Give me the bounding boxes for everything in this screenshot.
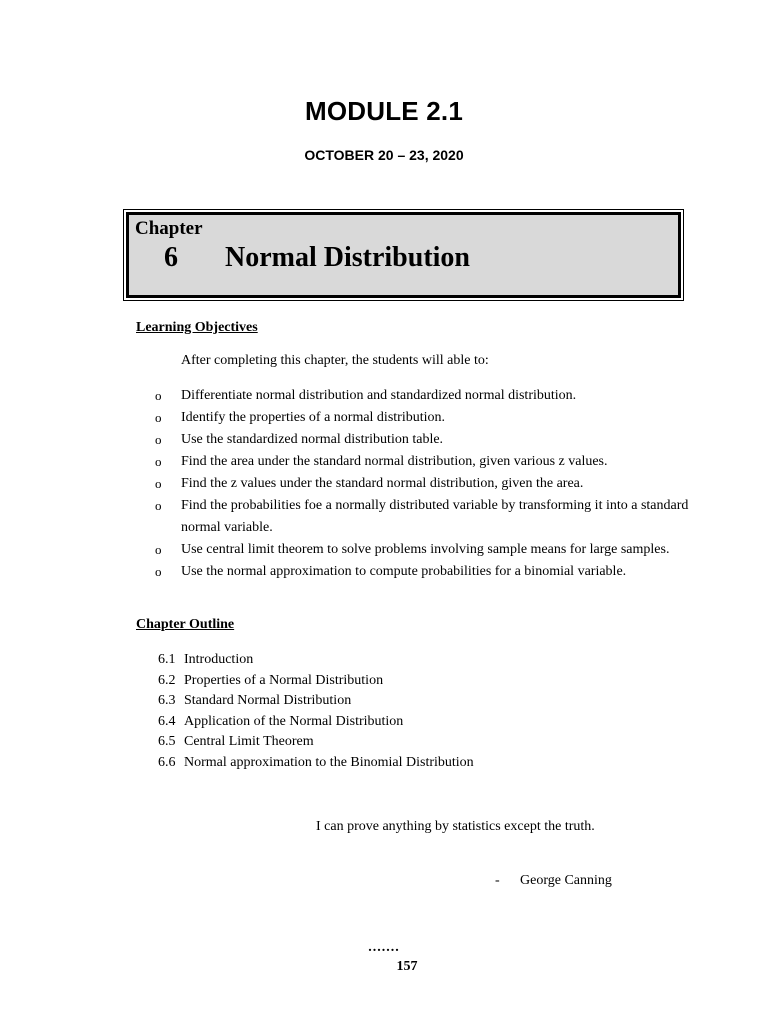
- outline-title: Normal approximation to the Binomial Distribution: [184, 754, 474, 770]
- learning-objectives-intro: After completing this chapter, the students will able to:: [181, 353, 489, 368]
- objective-item: [155, 561, 695, 583]
- outline-item: [158, 691, 474, 712]
- outline-number: 6.4: [158, 713, 176, 729]
- bullet-icon: o: [155, 432, 162, 447]
- attribution-dash: -: [495, 873, 500, 888]
- page-dots: .......: [368, 940, 400, 955]
- outline-number: 6.2: [158, 672, 176, 688]
- objective-text: Differentiate normal distribution and standardized normal distribution.: [181, 388, 577, 403]
- module-date: OCTOBER 20 – 23, 2020: [304, 147, 464, 163]
- outline-number: 6.1: [158, 652, 176, 667]
- outline-number: 6.6: [158, 754, 176, 770]
- quote-text: I can prove anything by statistics except the truth.: [316, 819, 595, 834]
- objective-text: Find the z values under the standard normal distribution, given the area.: [181, 476, 584, 491]
- learning-objectives-list: [155, 385, 695, 583]
- outline-item: [158, 753, 474, 774]
- objective-text: Use central limit theorem to solve problems involving sample means for large samples.: [181, 541, 670, 557]
- chapter-number: 6: [164, 242, 178, 273]
- page-number: 157: [396, 959, 418, 974]
- objective-item: [155, 539, 695, 561]
- objective-text: Use the normal approximation to compute probabilities for a binomial variable.: [181, 563, 627, 579]
- bullet-icon: o: [155, 498, 162, 513]
- objective-item: [155, 473, 695, 495]
- chapter-label: Chapter: [135, 218, 203, 239]
- objective-item: [155, 385, 695, 407]
- outline-number: 6.3: [158, 693, 176, 709]
- quote-attribution: [495, 873, 612, 889]
- chapter-outline-heading: Chapter Outline: [136, 617, 235, 632]
- chapter-outline-list: [158, 650, 474, 774]
- objective-item: [155, 495, 695, 538]
- chapter-banner: [123, 209, 684, 301]
- outline-item: [158, 712, 474, 733]
- module-title: MODULE 2.1: [304, 96, 464, 126]
- outline-title: Properties of a Normal Distribution: [184, 672, 384, 688]
- outline-title: Application of the Normal Distribution: [184, 713, 404, 729]
- outline-number: 6.5: [158, 734, 176, 750]
- chapter-banner-inner: [126, 212, 681, 298]
- objective-item: [155, 429, 695, 451]
- outline-title: Introduction: [184, 652, 254, 667]
- bullet-icon: o: [155, 541, 162, 557]
- outline-title: Standard Normal Distribution: [184, 693, 352, 709]
- objective-item: [155, 407, 695, 429]
- chapter-title: Normal Distribution: [225, 242, 470, 273]
- quote-author: George Canning: [520, 873, 612, 888]
- bullet-icon: o: [155, 388, 162, 403]
- bullet-icon: o: [155, 476, 162, 491]
- bullet-icon: o: [155, 563, 162, 579]
- learning-objectives-heading: Learning Objectives: [136, 320, 258, 335]
- objective-text: Find the probabilities foe a normally distributed variable by transforming it into a standard normal variable.: [181, 498, 689, 535]
- objective-text: Find the area under the standard normal distribution, given various z values.: [181, 454, 608, 469]
- objective-item: [155, 451, 695, 473]
- outline-item: [158, 650, 474, 671]
- objective-text: Identify the properties of a normal distribution.: [181, 410, 445, 425]
- objective-text: Use the standardized normal distribution table.: [181, 432, 444, 447]
- bullet-icon: o: [155, 410, 162, 425]
- outline-item: [158, 732, 474, 753]
- outline-title: Central Limit Theorem: [184, 734, 314, 750]
- outline-item: [158, 671, 474, 692]
- bullet-icon: o: [155, 454, 162, 469]
